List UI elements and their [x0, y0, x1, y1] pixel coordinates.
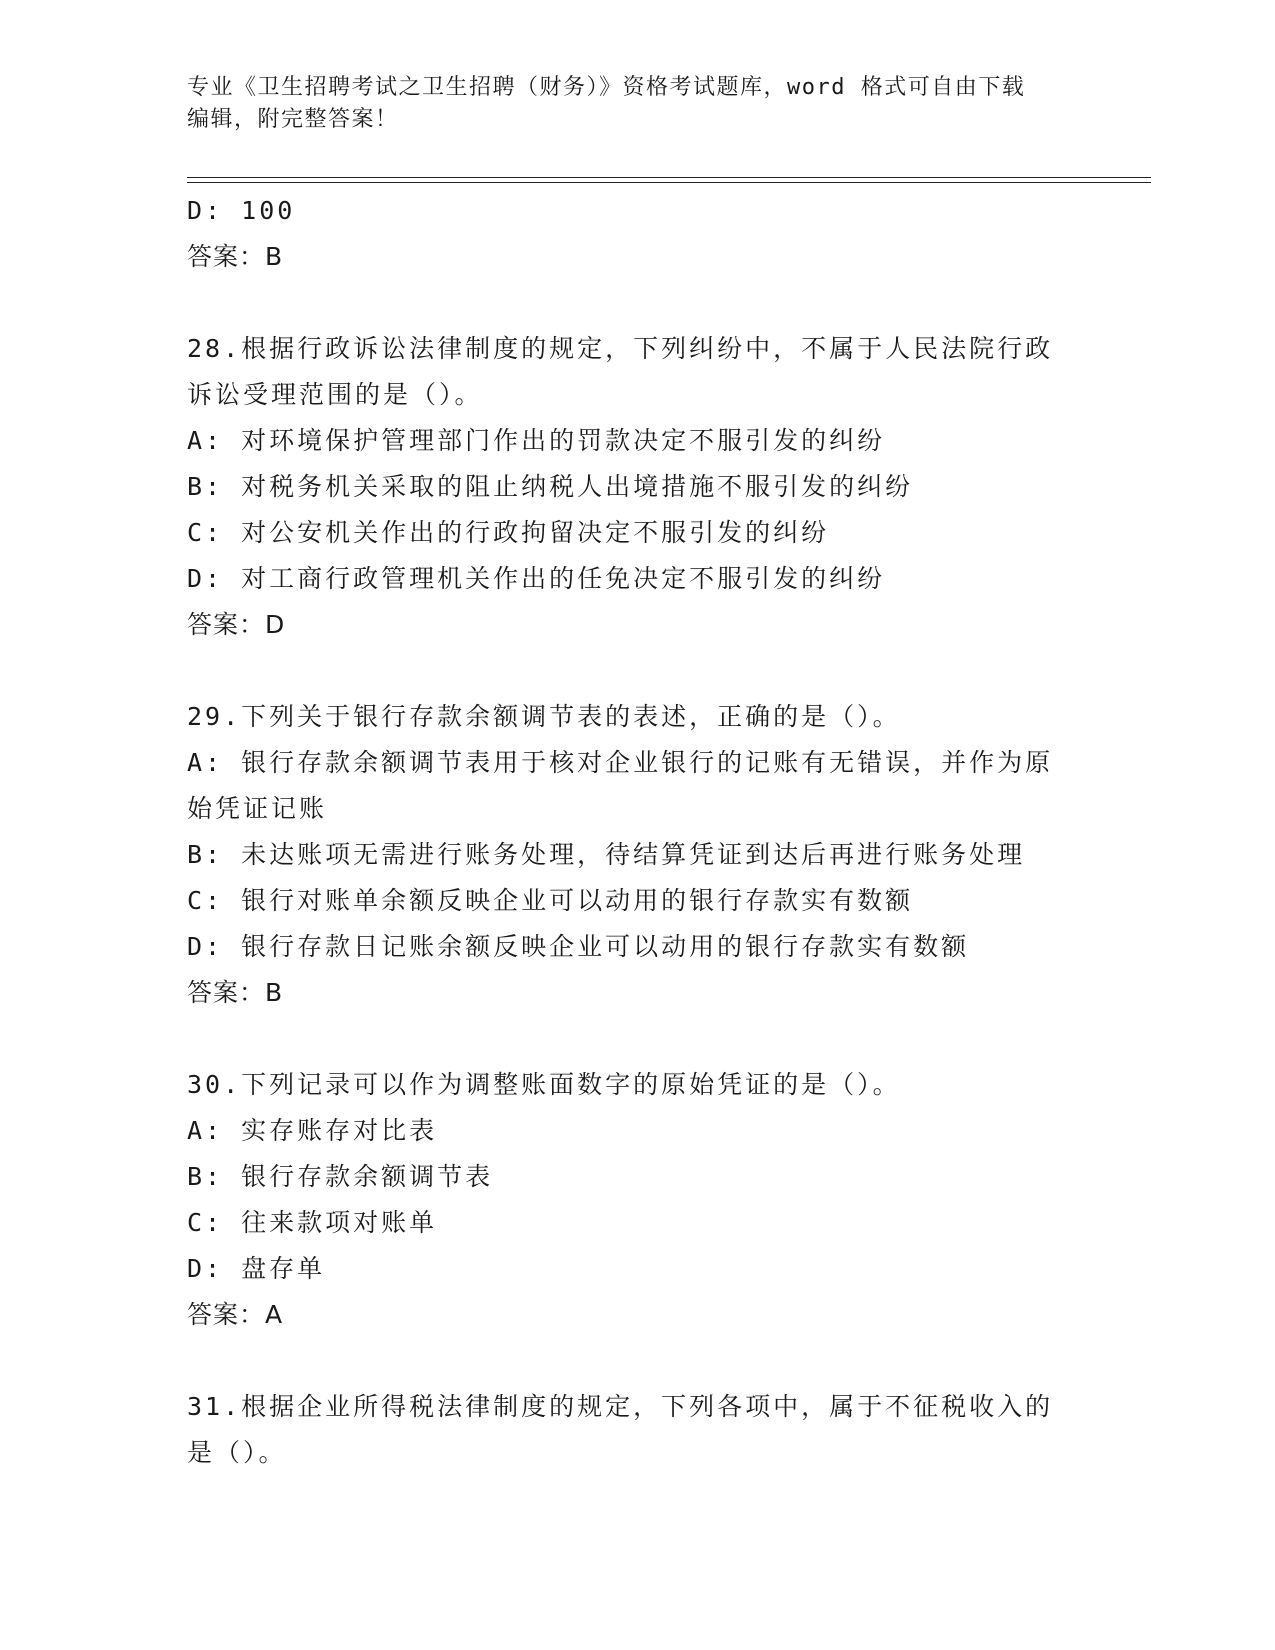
option-d: D: 盘存单: [187, 1254, 326, 1283]
answer: 答案：A: [187, 1300, 284, 1329]
header-divider-top: [187, 177, 1151, 178]
question-stem: 31.根据企业所得税法律制度的规定，下列各项中，属于不征税收入的: [187, 1392, 1054, 1421]
spacer: [187, 280, 1087, 326]
header-line-1: 专业《卫生招聘考试之卫生招聘（财务）》资格考试题库，word 格式可自由下载: [187, 75, 1026, 100]
option-b: B: 对税务机关采取的阻止纳税人出境措施不服引发的纠纷: [187, 472, 914, 501]
option-a: A: 银行存款余额调节表用于核对企业银行的记账有无错误，并作为原: [187, 748, 1054, 777]
option-d: D: 对工商行政管理机关作出的任免决定不服引发的纠纷: [187, 564, 886, 593]
prev-answer: 答案：B: [187, 242, 284, 271]
option-d: D: 银行存款日记账余额反映企业可以动用的银行存款实有数额: [187, 932, 970, 961]
header-line-2: 编辑，附完整答案！: [187, 107, 399, 132]
option-b: B: 银行存款余额调节表: [187, 1162, 494, 1191]
question-stem: 是（）。: [187, 1438, 287, 1467]
question-stem: 30.下列记录可以作为调整账面数字的原始凭证的是（）。: [187, 1070, 901, 1099]
option-c: C: 银行对账单余额反映企业可以动用的银行存款实有数额: [187, 886, 914, 915]
document-header: [187, 72, 1087, 136]
option-a: A: 对环境保护管理部门作出的罚款决定不服引发的纠纷: [187, 426, 886, 455]
question-31: [187, 1384, 1087, 1476]
option-a-continued: 始凭证记账: [187, 794, 328, 823]
option-c: C: 往来款项对账单: [187, 1208, 438, 1237]
question-stem: 29.下列关于银行存款余额调节表的表述，正确的是（）。: [187, 702, 901, 731]
option-a: A: 实存账存对比表: [187, 1116, 438, 1145]
question-stem: 诉讼受理范围的是（）。: [187, 380, 483, 409]
question-stem: 28.根据行政诉讼法律制度的规定，下列纠纷中，不属于人民法院行政: [187, 334, 1054, 363]
prev-option-d: D: 100: [187, 196, 296, 225]
answer: 答案：B: [187, 978, 284, 1007]
option-b: B: 未达账项无需进行账务处理，待结算凭证到达后再进行账务处理: [187, 840, 1026, 869]
question-29: [187, 694, 1087, 1016]
spacer: [187, 1016, 1087, 1062]
question-list: [187, 188, 1087, 1476]
spacer: [187, 648, 1087, 694]
answer: 答案：D: [187, 610, 286, 639]
question-30: [187, 1062, 1087, 1338]
question-28: [187, 326, 1087, 648]
option-c: C: 对公安机关作出的行政拘留决定不服引发的纠纷: [187, 518, 830, 547]
spacer: [187, 1338, 1087, 1384]
header-divider-bottom: [187, 182, 1151, 183]
